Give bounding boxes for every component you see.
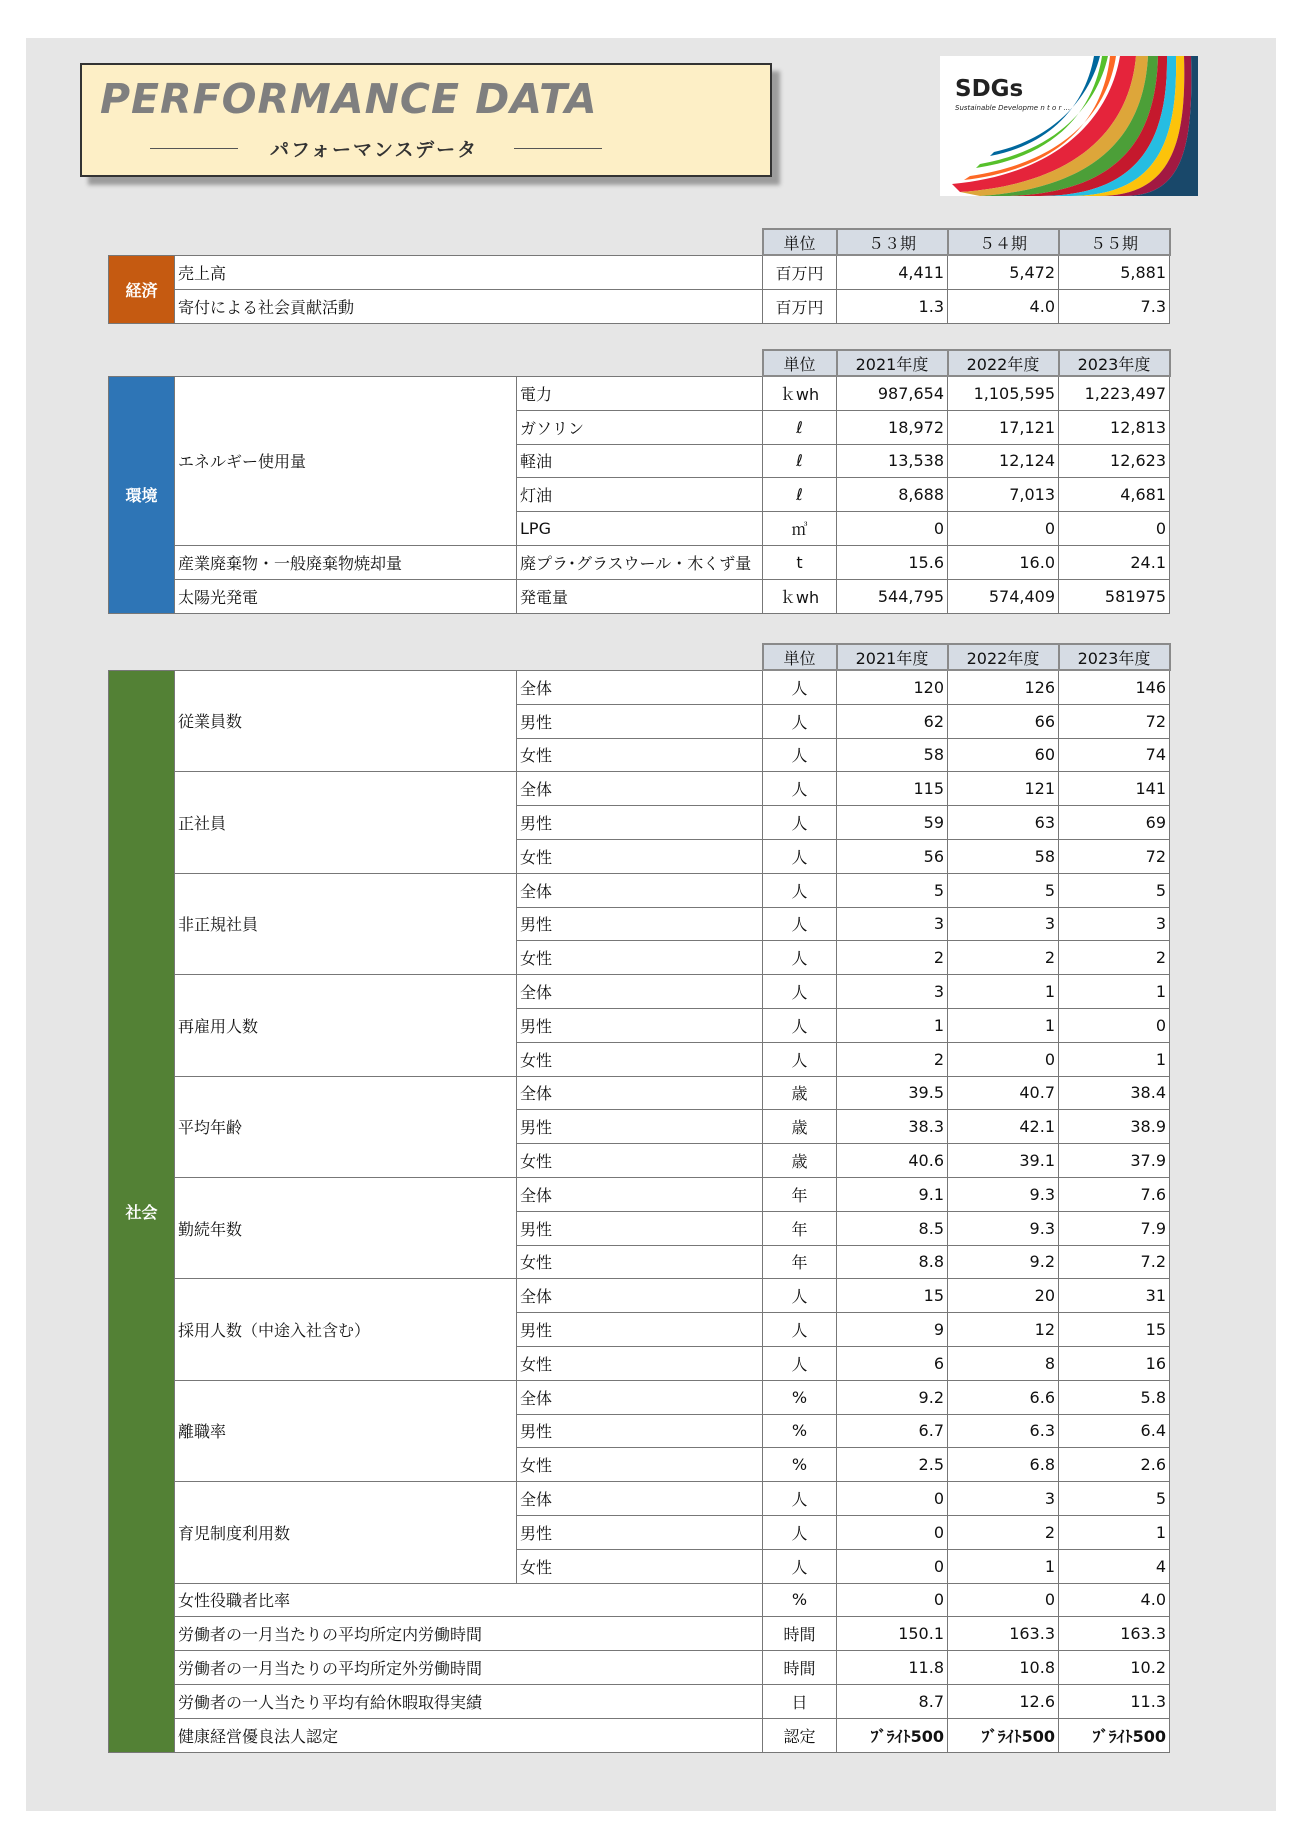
value-cell: 2 <box>948 941 1059 975</box>
value-cell: 7.3 <box>1059 289 1170 323</box>
environment-table <box>108 349 1171 614</box>
value-cell: 4.0 <box>948 289 1059 323</box>
row-unit: 人 <box>763 1279 837 1313</box>
row-item: 勤続年数 <box>175 1177 517 1278</box>
value-cell: 115 <box>837 772 948 806</box>
row-unit: 人 <box>763 738 837 772</box>
table-row <box>109 1684 1170 1718</box>
row-unit: 人 <box>763 907 837 941</box>
row-subitem: 全体 <box>517 670 763 704</box>
value-cell: 0 <box>837 1583 948 1617</box>
category-environment: 環境 <box>109 376 175 613</box>
row-subitem: 軽油 <box>517 444 763 478</box>
row-unit: 人 <box>763 704 837 738</box>
header-period-54: ５４期 <box>948 229 1059 255</box>
row-subitem: ガソリン <box>517 410 763 444</box>
table-row <box>109 1482 1170 1516</box>
value-cell: 72 <box>1059 704 1170 738</box>
value-cell: 15 <box>837 1279 948 1313</box>
value-cell: 1,223,497 <box>1059 376 1170 410</box>
value-cell: 1 <box>948 1008 1059 1042</box>
row-item: 売上高 <box>175 255 763 289</box>
value-cell: 2.5 <box>837 1448 948 1482</box>
value-cell: 16.0 <box>948 545 1059 579</box>
row-item: 非正規社員 <box>175 873 517 974</box>
row-unit: 人 <box>763 941 837 975</box>
row-unit: 人 <box>763 670 837 704</box>
value-cell: 4.0 <box>1059 1583 1170 1617</box>
row-item: 太陽光発電 <box>175 579 517 613</box>
row-subitem: 女性 <box>517 1448 763 1482</box>
row-unit: 歳 <box>763 1144 837 1178</box>
table-row <box>109 670 1170 704</box>
value-cell: 163.3 <box>1059 1617 1170 1651</box>
category-economy: 経済 <box>109 255 175 323</box>
economy-table <box>108 228 1171 324</box>
value-cell: ﾌﾞﾗｲﾄ500 <box>837 1718 948 1752</box>
value-cell: 39.5 <box>837 1076 948 1110</box>
table-row <box>109 1651 1170 1685</box>
row-subitem: 男性 <box>517 1313 763 1347</box>
row-item: 正社員 <box>175 772 517 873</box>
value-cell: 1.3 <box>837 289 948 323</box>
header-unit: 単位 <box>763 229 837 255</box>
row-subitem: 全体 <box>517 1482 763 1516</box>
value-cell: 17,121 <box>948 410 1059 444</box>
row-subitem: 男性 <box>517 806 763 840</box>
row-unit: 人 <box>763 975 837 1009</box>
row-subitem: 電力 <box>517 376 763 410</box>
row-unit: ℓ <box>763 444 837 478</box>
value-cell: 66 <box>948 704 1059 738</box>
logo-title: SDGs <box>955 76 1024 102</box>
row-item: 育児制度利用数 <box>175 1482 517 1583</box>
row-unit: 人 <box>763 772 837 806</box>
value-cell: 9.1 <box>837 1177 948 1211</box>
value-cell: 59 <box>837 806 948 840</box>
value-cell: 581975 <box>1059 579 1170 613</box>
value-cell: 2 <box>948 1515 1059 1549</box>
value-cell: 72 <box>1059 839 1170 873</box>
value-cell: 40.6 <box>837 1144 948 1178</box>
value-cell: 15 <box>1059 1313 1170 1347</box>
row-unit: 百万円 <box>763 289 837 323</box>
row-subitem: 男性 <box>517 1008 763 1042</box>
value-cell: 126 <box>948 670 1059 704</box>
value-cell: 5 <box>1059 1482 1170 1516</box>
row-unit: 歳 <box>763 1076 837 1110</box>
table-row <box>109 1718 1170 1752</box>
table-row <box>109 545 1170 579</box>
row-item: 離職率 <box>175 1380 517 1481</box>
value-cell: 7.2 <box>1059 1245 1170 1279</box>
table-row <box>109 376 1170 410</box>
header-unit: 単位 <box>763 644 837 670</box>
title-box <box>80 63 772 177</box>
row-unit: % <box>763 1380 837 1414</box>
row-subitem: 全体 <box>517 1279 763 1313</box>
page-title: PERFORMANCE DATA <box>100 75 598 123</box>
value-cell: 9.3 <box>948 1211 1059 1245</box>
value-cell: 38.3 <box>837 1110 948 1144</box>
row-unit: ㎥ <box>763 512 837 546</box>
row-unit: 人 <box>763 1515 837 1549</box>
row-unit: % <box>763 1414 837 1448</box>
row-subitem: 廃プラ･グラスウール・木くず量 <box>517 545 763 579</box>
value-cell: 9 <box>837 1313 948 1347</box>
row-subitem: 女性 <box>517 839 763 873</box>
value-cell: 38.4 <box>1059 1076 1170 1110</box>
value-cell: 39.1 <box>948 1144 1059 1178</box>
value-cell: 12,813 <box>1059 410 1170 444</box>
header-period-55: ５５期 <box>1059 229 1170 255</box>
value-cell: 0 <box>837 512 948 546</box>
table-row <box>109 873 1170 907</box>
value-cell: 9.2 <box>948 1245 1059 1279</box>
value-cell: 1,105,595 <box>948 376 1059 410</box>
header-year-2023: 2023年度 <box>1059 350 1170 376</box>
value-cell: 544,795 <box>837 579 948 613</box>
value-cell: 3 <box>948 907 1059 941</box>
value-cell: 12,623 <box>1059 444 1170 478</box>
row-subitem: 男性 <box>517 1414 763 1448</box>
header-unit: 単位 <box>763 350 837 376</box>
row-subitem: 男性 <box>517 907 763 941</box>
value-cell: 6.7 <box>837 1414 948 1448</box>
row-unit: 人 <box>763 1549 837 1583</box>
value-cell: 8,688 <box>837 478 948 512</box>
value-cell: 12.6 <box>948 1684 1059 1718</box>
value-cell: 63 <box>948 806 1059 840</box>
value-cell: 58 <box>948 839 1059 873</box>
value-cell: 150.1 <box>837 1617 948 1651</box>
row-subitem: 男性 <box>517 1110 763 1144</box>
value-cell: 5,881 <box>1059 255 1170 289</box>
row-unit: 時間 <box>763 1651 837 1685</box>
category-society: 社会 <box>109 670 175 1752</box>
row-subitem: 全体 <box>517 772 763 806</box>
row-unit: 時間 <box>763 1617 837 1651</box>
value-cell: 42.1 <box>948 1110 1059 1144</box>
value-cell: 0 <box>837 1482 948 1516</box>
value-cell: 16 <box>1059 1346 1170 1380</box>
row-subitem: 全体 <box>517 1177 763 1211</box>
row-subitem: 女性 <box>517 1346 763 1380</box>
value-cell: 5.8 <box>1059 1380 1170 1414</box>
row-unit: 日 <box>763 1684 837 1718</box>
table-row <box>109 255 1170 289</box>
value-cell: 10.2 <box>1059 1651 1170 1685</box>
value-cell: 1 <box>948 975 1059 1009</box>
row-item: 労働者の一月当たりの平均所定外労働時間 <box>175 1651 763 1685</box>
value-cell: 20 <box>948 1279 1059 1313</box>
row-unit: 年 <box>763 1177 837 1211</box>
table-row <box>109 1076 1170 1110</box>
row-item: 従業員数 <box>175 670 517 772</box>
value-cell: 9.2 <box>837 1380 948 1414</box>
value-cell: 7.9 <box>1059 1211 1170 1245</box>
row-unit: 人 <box>763 1042 837 1076</box>
value-cell: 3 <box>948 1482 1059 1516</box>
value-cell: 2 <box>1059 941 1170 975</box>
row-unit: ｋwh <box>763 376 837 410</box>
value-cell: 4 <box>1059 1549 1170 1583</box>
sdgs-logo <box>940 56 1198 196</box>
row-unit: % <box>763 1583 837 1617</box>
row-unit: ℓ <box>763 478 837 512</box>
value-cell: 2 <box>837 941 948 975</box>
table-row <box>109 772 1170 806</box>
row-subitem: 女性 <box>517 738 763 772</box>
value-cell: 1 <box>1059 1515 1170 1549</box>
value-cell: 3 <box>837 907 948 941</box>
row-unit: ℓ <box>763 410 837 444</box>
header-year-2021: 2021年度 <box>837 350 948 376</box>
row-item: 再雇用人数 <box>175 975 517 1076</box>
row-subitem: LPG <box>517 512 763 546</box>
value-cell: 40.7 <box>948 1076 1059 1110</box>
value-cell: 574,409 <box>948 579 1059 613</box>
value-cell: 9.3 <box>948 1177 1059 1211</box>
row-subitem: 女性 <box>517 1042 763 1076</box>
row-subitem: 男性 <box>517 1515 763 1549</box>
row-subitem: 発電量 <box>517 579 763 613</box>
row-item: 産業廃棄物・一般廃棄物焼却量 <box>175 545 517 579</box>
row-item: 労働者の一人当たり平均有給休暇取得実績 <box>175 1684 763 1718</box>
value-cell: 60 <box>948 738 1059 772</box>
value-cell: 31 <box>1059 1279 1170 1313</box>
row-item: 寄付による社会貢献活動 <box>175 289 763 323</box>
value-cell: 10.8 <box>948 1651 1059 1685</box>
value-cell: 6.6 <box>948 1380 1059 1414</box>
page-subtitle: パフォーマンスデータ <box>270 139 479 161</box>
header-year-2023: 2023年度 <box>1059 644 1170 670</box>
value-cell: 0 <box>948 512 1059 546</box>
value-cell: 163.3 <box>948 1617 1059 1651</box>
row-subitem: 男性 <box>517 1211 763 1245</box>
value-cell: 1 <box>837 1008 948 1042</box>
row-unit: ｋwh <box>763 579 837 613</box>
value-cell: 0 <box>1059 512 1170 546</box>
value-cell: 7.6 <box>1059 1177 1170 1211</box>
row-unit: 人 <box>763 873 837 907</box>
title-rule-left <box>150 148 238 149</box>
row-unit: 人 <box>763 1482 837 1516</box>
row-subitem: 女性 <box>517 1245 763 1279</box>
value-cell: 4,681 <box>1059 478 1170 512</box>
title-rule-right <box>514 148 602 149</box>
value-cell: 5 <box>1059 873 1170 907</box>
row-unit: % <box>763 1448 837 1482</box>
row-subitem: 女性 <box>517 1144 763 1178</box>
value-cell: 18,972 <box>837 410 948 444</box>
value-cell: 62 <box>837 704 948 738</box>
row-item: 採用人数（中途入社含む） <box>175 1279 517 1380</box>
value-cell: 24.1 <box>1059 545 1170 579</box>
value-cell: ﾌﾞﾗｲﾄ500 <box>948 1718 1059 1752</box>
value-cell: 1 <box>1059 1042 1170 1076</box>
row-item: 平均年齢 <box>175 1076 517 1177</box>
value-cell: 6.4 <box>1059 1414 1170 1448</box>
value-cell: 5 <box>948 873 1059 907</box>
row-item: 健康経営優良法人認定 <box>175 1718 763 1752</box>
value-cell: 8.7 <box>837 1684 948 1718</box>
row-subitem: 全体 <box>517 873 763 907</box>
value-cell: 6.8 <box>948 1448 1059 1482</box>
value-cell: 0 <box>948 1042 1059 1076</box>
value-cell: 5 <box>837 873 948 907</box>
value-cell: 11.8 <box>837 1651 948 1685</box>
value-cell: 0 <box>1059 1008 1170 1042</box>
value-cell: 0 <box>837 1549 948 1583</box>
value-cell: 15.6 <box>837 545 948 579</box>
value-cell: 69 <box>1059 806 1170 840</box>
value-cell: 1 <box>1059 975 1170 1009</box>
value-cell: 2 <box>837 1042 948 1076</box>
table-row <box>109 1279 1170 1313</box>
value-cell: 4,411 <box>837 255 948 289</box>
value-cell: 5,472 <box>948 255 1059 289</box>
row-unit: 歳 <box>763 1110 837 1144</box>
table-row <box>109 579 1170 613</box>
row-item: エネルギー使用量 <box>175 376 517 545</box>
row-unit: 人 <box>763 806 837 840</box>
value-cell: 0 <box>948 1583 1059 1617</box>
value-cell: 6.3 <box>948 1414 1059 1448</box>
value-cell: 74 <box>1059 738 1170 772</box>
value-cell: 146 <box>1059 670 1170 704</box>
logo-subtitle: Sustainable Developme n t o r ... <box>955 104 1071 112</box>
table-row <box>109 975 1170 1009</box>
value-cell: 8.5 <box>837 1211 948 1245</box>
value-cell: 38.9 <box>1059 1110 1170 1144</box>
header-year-2022: 2022年度 <box>948 350 1059 376</box>
row-subitem: 全体 <box>517 975 763 1009</box>
value-cell: 121 <box>948 772 1059 806</box>
row-unit: 人 <box>763 1008 837 1042</box>
table-row <box>109 1177 1170 1211</box>
header-year-2022: 2022年度 <box>948 644 1059 670</box>
value-cell: 11.3 <box>1059 1684 1170 1718</box>
value-cell: 37.9 <box>1059 1144 1170 1178</box>
value-cell: 8 <box>948 1346 1059 1380</box>
value-cell: 13,538 <box>837 444 948 478</box>
value-cell: 12 <box>948 1313 1059 1347</box>
row-unit: 年 <box>763 1211 837 1245</box>
row-subitem: 男性 <box>517 704 763 738</box>
header-year-2021: 2021年度 <box>837 644 948 670</box>
value-cell: 12,124 <box>948 444 1059 478</box>
row-unit: 人 <box>763 1346 837 1380</box>
table-row <box>109 289 1170 323</box>
header-period-53: ５３期 <box>837 229 948 255</box>
row-subitem: 女性 <box>517 1549 763 1583</box>
row-item: 女性役職者比率 <box>175 1583 763 1617</box>
row-unit: 認定 <box>763 1718 837 1752</box>
row-unit: 人 <box>763 1313 837 1347</box>
row-item: 労働者の一月当たりの平均所定内労働時間 <box>175 1617 763 1651</box>
value-cell: 987,654 <box>837 376 948 410</box>
table-row <box>109 1617 1170 1651</box>
value-cell: 8.8 <box>837 1245 948 1279</box>
value-cell: 3 <box>1059 907 1170 941</box>
table-row <box>109 1380 1170 1414</box>
row-subitem: 灯油 <box>517 478 763 512</box>
row-unit: 百万円 <box>763 255 837 289</box>
row-unit: t <box>763 545 837 579</box>
value-cell: 58 <box>837 738 948 772</box>
row-subitem: 女性 <box>517 941 763 975</box>
value-cell: 120 <box>837 670 948 704</box>
value-cell: 56 <box>837 839 948 873</box>
row-unit: 年 <box>763 1245 837 1279</box>
society-table <box>108 643 1171 1753</box>
row-subitem: 全体 <box>517 1076 763 1110</box>
value-cell: 141 <box>1059 772 1170 806</box>
value-cell: 2.6 <box>1059 1448 1170 1482</box>
value-cell: 0 <box>837 1515 948 1549</box>
table-row <box>109 1583 1170 1617</box>
row-subitem: 全体 <box>517 1380 763 1414</box>
value-cell: 3 <box>837 975 948 1009</box>
value-cell: ﾌﾞﾗｲﾄ500 <box>1059 1718 1170 1752</box>
value-cell: 6 <box>837 1346 948 1380</box>
value-cell: 7,013 <box>948 478 1059 512</box>
value-cell: 1 <box>948 1549 1059 1583</box>
row-unit: 人 <box>763 839 837 873</box>
